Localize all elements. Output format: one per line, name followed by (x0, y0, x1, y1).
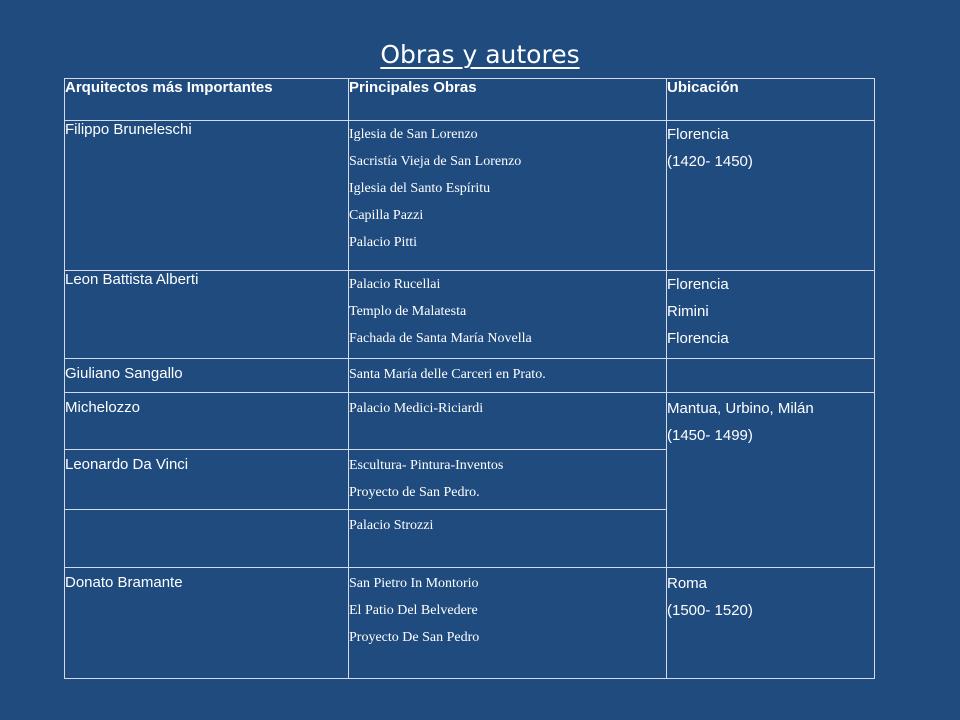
work-item: Palacio Medici-Riciardi (349, 401, 484, 416)
location-line: Florencia (667, 330, 729, 347)
page-title: Obras y autores (380, 40, 580, 69)
location-line: Florencia (667, 276, 729, 293)
header-location: Ubicación (667, 79, 875, 121)
table-row (65, 359, 875, 393)
work-item: Sacristía Vieja de San Lorenzo (349, 154, 522, 169)
location-line: Florencia (667, 126, 729, 143)
works-cell (349, 450, 667, 510)
architects-table (64, 78, 875, 679)
work-item: Iglesia del Santo Espíritu (349, 181, 491, 196)
location-line: Roma (667, 575, 708, 592)
location-cell-empty (667, 359, 875, 393)
architect-cell: Filippo Bruneleschi (65, 121, 349, 271)
work-item: El Patio Del Belvedere (349, 603, 478, 618)
table-row (65, 121, 875, 271)
location-cell (667, 121, 875, 271)
header-works: Principales Obras (349, 79, 667, 121)
work-item: Fachada de Santa María Novella (349, 331, 532, 346)
work-item: San Pietro In Montorio (349, 576, 479, 591)
work-item: Proyecto de San Pedro. (349, 485, 480, 500)
architect-cell: Michelozzo (65, 393, 349, 450)
architect-cell: Donato Bramante (65, 568, 349, 679)
architect-cell: Leonardo Da Vinci (65, 450, 349, 510)
work-item: Palacio Pitti (349, 235, 418, 250)
work-item: Iglesia de San Lorenzo (349, 127, 478, 142)
location-line: (1500- 1520) (667, 602, 753, 619)
architect-cell: Giuliano Sangallo (65, 359, 349, 393)
table-row (65, 393, 875, 450)
table-header-row (65, 79, 875, 121)
location-line: Rimini (667, 303, 709, 320)
location-line: (1450- 1499) (667, 427, 753, 444)
work-item: Palacio Rucellai (349, 277, 441, 292)
work-item: Palacio Strozzi (349, 518, 434, 533)
header-architects: Arquitectos más Importantes (65, 79, 349, 121)
architect-cell: Leon Battista Alberti (65, 271, 349, 359)
works-cell (349, 271, 667, 359)
location-line: Mantua, Urbino, Milán (667, 400, 814, 417)
location-cell (667, 271, 875, 359)
work-item: Proyecto De San Pedro (349, 630, 480, 645)
work-item: Capilla Pazzi (349, 208, 424, 223)
work-item: Santa María delle Carceri en Prato. (349, 367, 546, 382)
architect-cell-empty (65, 510, 349, 568)
work-item: Templo de Malatesta (349, 304, 467, 319)
location-line: (1420- 1450) (667, 153, 753, 170)
work-item: Escultura- Pintura-Inventos (349, 458, 504, 473)
table-row (65, 271, 875, 359)
table-row (65, 568, 875, 679)
works-cell (349, 510, 667, 568)
works-cell (349, 568, 667, 679)
works-cell (349, 359, 667, 393)
works-cell (349, 121, 667, 271)
location-cell (667, 393, 875, 568)
location-cell (667, 568, 875, 679)
works-cell (349, 393, 667, 450)
